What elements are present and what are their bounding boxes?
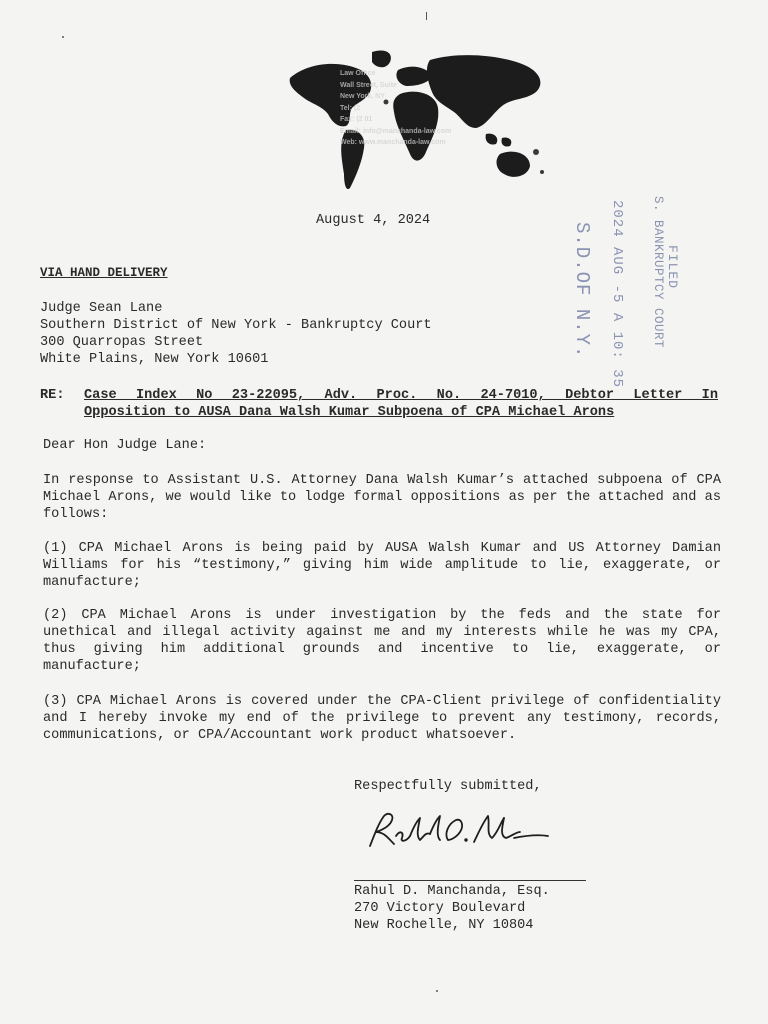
addressee-line: White Plains, New York 10601 — [40, 352, 269, 367]
subject-line-2: Opposition to AUSA Dana Walsh Kumar Subpoena of CPA Michael Arons — [84, 405, 615, 420]
addressee-line: 300 Quarropas Street — [40, 335, 204, 350]
signer-street: 270 Victory Boulevard — [354, 901, 526, 916]
subject-line-1: Case Index No 23-22095, Adv. Proc. No. 24-7010, Debtor Letter In — [84, 388, 718, 403]
addressee-line: Southern District of New York - Bankruptcy Court — [40, 318, 432, 333]
body-paragraph: In response to Assistant U.S. Attorney Dana Walsh Kumar’s attached subpoena of CPA Michael Arons, we would like to lodge formal oppositions as per the attached and as follows: — [43, 473, 721, 522]
stamp-district: S.D.OF N.Y. — [571, 222, 593, 359]
body-paragraph: (1) CPA Michael Arons is being paid by AUSA Walsh Kumar and US Attorney Damian Williams for his “testimony,” giving him wide amplitude to lie, exaggerate, or manufacture; — [43, 541, 721, 590]
addressee-line: Judge Sean Lane — [40, 301, 163, 316]
letter-date: August 4, 2024 — [316, 213, 431, 228]
addressee-block — [40, 300, 432, 368]
stamp-datetime: 2024 AUG -5 A 10: 35 — [609, 200, 625, 389]
letterhead-line: Fax: (2 01 — [340, 116, 373, 123]
signature-line — [354, 880, 586, 881]
letterhead-line: Tel: (2 — [340, 104, 361, 112]
letterhead-logo — [286, 42, 548, 194]
scan-speck — [436, 990, 438, 992]
scan-speck — [62, 36, 64, 38]
letterhead-line: Law Office — [340, 70, 376, 77]
subject-label: RE: — [40, 388, 65, 403]
stamp-court: S. BANKRUPTCY COURT — [651, 196, 665, 349]
letterhead-line: Web: www.manchanda-law.com — [340, 139, 446, 146]
letterhead-line: Email: info@manchanda-law.com — [340, 127, 452, 135]
signer-city: New Rochelle, NY 10804 — [354, 918, 534, 933]
signature — [364, 806, 554, 861]
stamp-filed: FILED — [665, 245, 680, 290]
scan-speck — [426, 12, 427, 20]
letterhead-text — [340, 68, 500, 149]
handwritten-signature-icon — [364, 806, 554, 856]
body-paragraph: (3) CPA Michael Arons is covered under the CPA-Client privilege of confidentiality and I hereby invoke my end of the privilege to prevent any testimony, records, communications, or CPA/Accountant work product whatsoever. — [43, 694, 721, 743]
closing: Respectfully submitted, — [354, 779, 542, 794]
body-paragraph: (2) CPA Michael Arons is under investigation by the feds and the state for unethical and illegal activity against me and my interests while he was my CPA, thus giving him additional grounds and incentive to lie, exaggerate, or manufacture; — [43, 608, 721, 674]
letterhead-line: New York, NY — [340, 93, 385, 100]
signer-name: Rahul D. Manchanda, Esq. — [354, 884, 550, 899]
letterhead-line: Wall Street, Suite — [340, 81, 397, 89]
salutation: Dear Hon Judge Lane: — [43, 438, 207, 453]
delivery-method: VIA HAND DELIVERY — [40, 266, 168, 280]
signer-block — [354, 883, 550, 934]
